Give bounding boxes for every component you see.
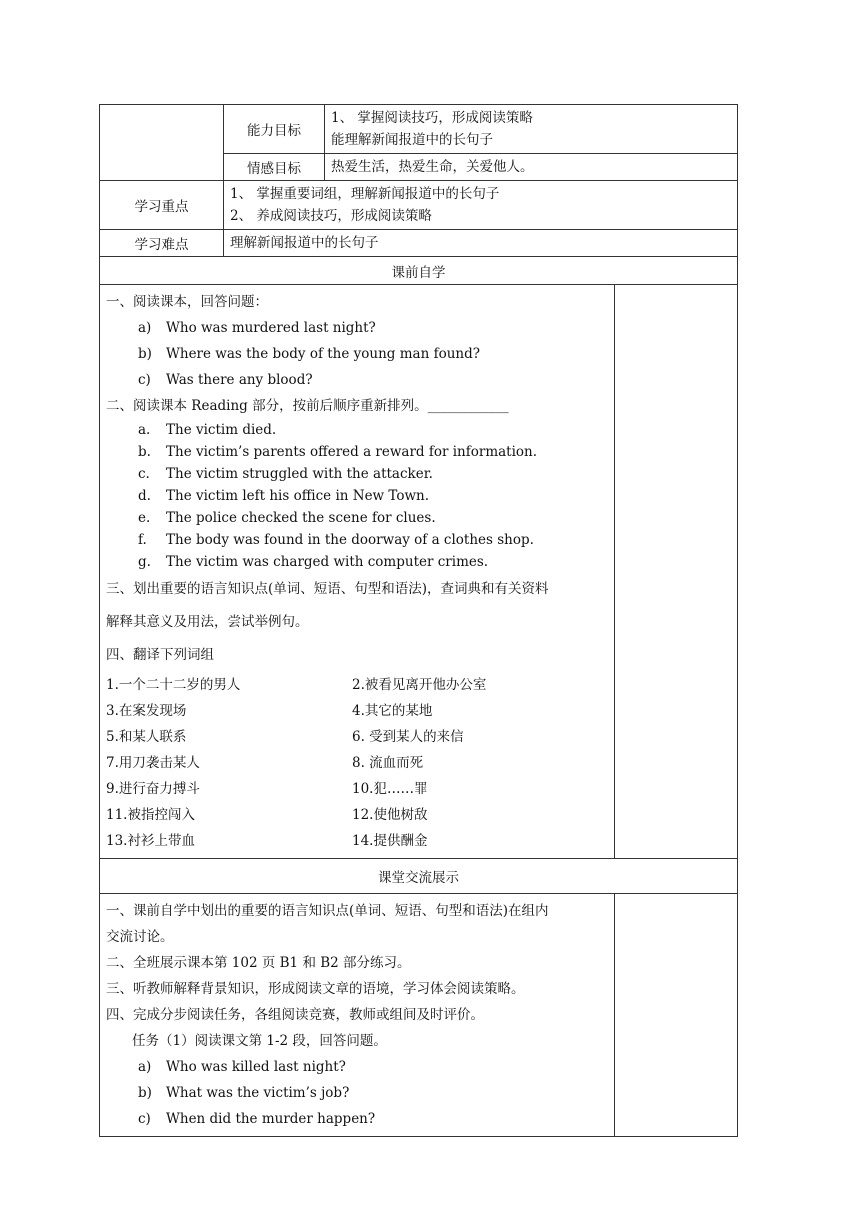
q4-title: 四、翻译下列词组 bbox=[106, 647, 214, 663]
preclass-header-row bbox=[100, 257, 738, 285]
phrase-item: 8. 流血而死 bbox=[352, 755, 424, 771]
q2-item-g bbox=[106, 551, 608, 573]
difficulty-label: 学习难点 bbox=[100, 230, 224, 257]
task-item-c bbox=[106, 1106, 608, 1132]
phrase-item: 2.被看见离开他办公室 bbox=[352, 677, 487, 693]
phrase-item: 4.其它的某地 bbox=[352, 703, 433, 719]
q2-item-c-label: c. bbox=[138, 466, 150, 482]
phrase-item: 5.和某人联系 bbox=[106, 729, 187, 745]
phrase-item: 13.衬衫上带血 bbox=[106, 833, 195, 849]
inclass-line-1: 一、课前自学中划出的重要的语言知识点(单词、短语、句型和语法)在组内 bbox=[106, 903, 549, 919]
q2-item-d-label: d. bbox=[138, 488, 151, 504]
q2-item-c bbox=[106, 463, 608, 485]
task-item-a bbox=[106, 1054, 608, 1080]
ability-goal-label: 能力目标 bbox=[224, 105, 325, 154]
inclass-line-2: 交流讨论。 bbox=[106, 929, 174, 945]
q2-item-e-label: e. bbox=[138, 510, 151, 526]
phrase-item: 10.犯……罪 bbox=[352, 781, 428, 797]
q1-item-a-text: Who was murdered last night? bbox=[166, 320, 376, 336]
lesson-plan-document bbox=[99, 104, 737, 1137]
ability-goal-line-2: 能理解新闻报道中的长句子 bbox=[331, 132, 493, 148]
phrase-item: 6. 受到某人的来信 bbox=[352, 729, 464, 745]
task-item-a-text: Who was killed last night? bbox=[166, 1059, 346, 1075]
ability-goal-content bbox=[325, 105, 738, 154]
key-points-line-1: 1、 掌握重要词组，理解新闻报道中的长句子 bbox=[230, 186, 500, 202]
q2-item-d bbox=[106, 485, 608, 507]
q1-item-b-text: Where was the body of the young man found? bbox=[166, 346, 480, 362]
task-item-b bbox=[106, 1080, 608, 1106]
q1-item-b bbox=[106, 341, 608, 367]
q2-item-a bbox=[106, 419, 608, 441]
inclass-content bbox=[100, 894, 615, 1137]
q1-item-c bbox=[106, 367, 608, 393]
phrase-item: 1.一个二十二岁的男人 bbox=[106, 677, 241, 693]
task-item-b-label: b) bbox=[138, 1085, 152, 1101]
q2-item-g-label: g. bbox=[138, 554, 151, 570]
ability-goal-row bbox=[100, 105, 738, 154]
difficulty-content: 理解新闻报道中的长句子 bbox=[224, 230, 738, 257]
q1-item-a bbox=[106, 315, 608, 341]
q4-phrase-grid bbox=[106, 672, 608, 854]
empty-left-cell bbox=[100, 105, 224, 181]
q2-item-d-text: The victim left his office in New Town. bbox=[166, 488, 430, 504]
q2-item-g-text: The victim was charged with computer crimes. bbox=[166, 554, 489, 570]
phrase-item: 9.进行奋力搏斗 bbox=[106, 781, 200, 797]
q2-item-c-text: The victim struggled with the attacker. bbox=[166, 466, 433, 482]
task-item-a-label: a) bbox=[138, 1059, 152, 1075]
key-points-label: 学习重点 bbox=[100, 181, 224, 230]
q2-item-b-text: The victim’s parents offered a reward for information. bbox=[166, 444, 538, 460]
inclass-line-3: 二、全班展示课本第 102 页 B1 和 B2 部分练习。 bbox=[106, 955, 411, 971]
q3-line-1: 三、划出重要的语言知识点(单词、短语、句型和语法)，查词典和有关资料 bbox=[106, 581, 549, 597]
preclass-content bbox=[100, 285, 615, 859]
phrase-item: 7.用刀袭击某人 bbox=[106, 755, 200, 771]
q2-item-e-text: The police checked the scene for clues. bbox=[166, 510, 436, 526]
emotion-goal-content: 热爱生活，热爱生命，关爱他人。 bbox=[325, 154, 738, 181]
q2-item-f-label: f. bbox=[138, 532, 147, 548]
inclass-line-4: 三、听教师解释背景知识，形成阅读文章的语境，学习体会阅读策略。 bbox=[106, 981, 525, 997]
task-item-b-text: What was the victim’s job? bbox=[166, 1085, 350, 1101]
q2-item-e bbox=[106, 507, 608, 529]
task-1-title: 任务（1）阅读课文第 1-2 段，回答问题。 bbox=[132, 1033, 387, 1049]
q1-item-a-label: a) bbox=[138, 320, 152, 336]
q2-item-f-text: The body was found in the doorway of a clothes shop. bbox=[166, 532, 534, 548]
phrase-item: 3.在案发现场 bbox=[106, 703, 187, 719]
preclass-header: 课前自学 bbox=[100, 257, 738, 285]
preclass-notes-cell bbox=[615, 285, 738, 859]
inclass-header-row bbox=[100, 859, 738, 894]
key-points-content bbox=[224, 181, 738, 230]
lesson-plan-table bbox=[99, 104, 738, 1137]
inclass-line-5: 四、完成分步阅读任务，各组阅读竞赛，教师或组间及时评价。 bbox=[106, 1007, 484, 1023]
phrase-item: 12.使他树敌 bbox=[352, 807, 428, 823]
q1-title: 一、阅读课本，回答问题： bbox=[106, 294, 268, 310]
q3-line-2: 解释其意义及用法，尝试举例句。 bbox=[106, 614, 309, 630]
preclass-body-row bbox=[100, 285, 738, 859]
phrase-item: 14.提供酬金 bbox=[352, 833, 428, 849]
key-points-row bbox=[100, 181, 738, 230]
inclass-body-row bbox=[100, 894, 738, 1137]
q2-item-b bbox=[106, 441, 608, 463]
inclass-notes-cell bbox=[615, 894, 738, 1137]
q1-item-c-label: c) bbox=[138, 372, 151, 388]
inclass-header: 课堂交流展示 bbox=[100, 859, 738, 894]
phrase-item: 11.被指控闯入 bbox=[106, 807, 195, 823]
q2-item-f bbox=[106, 529, 608, 551]
ability-goal-line-1: 1、 掌握阅读技巧，形成阅读策略 bbox=[331, 110, 533, 126]
q2-item-a-text: The victim died. bbox=[166, 422, 277, 438]
q2-title: 二、阅读课本 Reading 部分，按前后顺序重新排列。____________ bbox=[106, 398, 509, 414]
key-points-line-2: 2、 养成阅读技巧，形成阅读策略 bbox=[230, 208, 432, 224]
q1-item-c-text: Was there any blood? bbox=[166, 372, 313, 388]
q2-item-b-label: b. bbox=[138, 444, 151, 460]
task-item-c-text: When did the murder happen? bbox=[166, 1111, 376, 1127]
q2-item-a-label: a. bbox=[138, 422, 151, 438]
difficulty-row bbox=[100, 230, 738, 257]
emotion-goal-label: 情感目标 bbox=[224, 154, 325, 181]
q1-item-b-label: b) bbox=[138, 346, 152, 362]
task-item-c-label: c) bbox=[138, 1111, 151, 1127]
